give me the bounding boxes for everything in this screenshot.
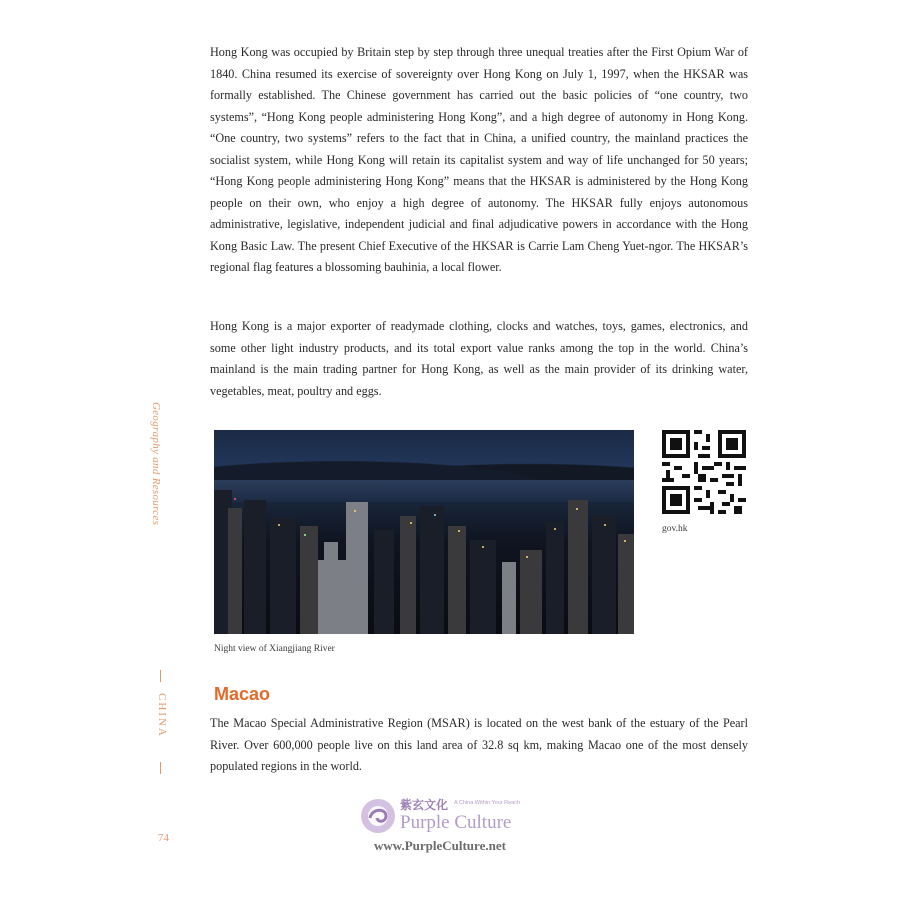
sidebar-divider <box>160 762 161 774</box>
night-view-photo <box>214 430 634 634</box>
sidebar-book-title: CHINA <box>156 693 168 738</box>
purple-culture-logo-icon <box>360 796 398 836</box>
sidebar-chapter-title: Geography and Resources <box>150 402 162 526</box>
body-paragraph-hong-kong-history: Hong Kong was occupied by Britain step by step through three unequal treaties after the First Opium War of 1840. China resumed its exercise of sovereignty over Hong Kong on July 1, 1997, when the HKSAR was formally established. The Chinese government has carried out the basic policies of “one country, two systems”, “Hong Kong people administering Hong Kong”, and a high degree of autonomy in Hong Kong. “One country, two systems” refers to the fact that in China, a unified country, the mainland practices the socialist system, while Hong Kong will retain its capitalist system and way of life unchanged for 50 years; “Hong Kong people administering Hong Kong” means that the HKSAR is administered by the Hong Kong people on their own, who enjoy a high degree of autonomy. The HKSAR fully enjoys autonomous administrative, legislative, independent judicial and final adjudicative powers in accordance with the Hong Kong Basic Law. The present Chief Executive of the HKSAR is Carrie Lam Cheng Yuet-ngor. The HKSAR’s regional flag features a blossoming bauhinia, a local flower. <box>210 45 748 274</box>
watermark-url: www.PurpleCulture.net <box>374 838 506 853</box>
watermark-brand: Purple Culture <box>400 812 512 833</box>
page-number: 74 <box>158 832 169 844</box>
photo-caption: Night view of Xiangjiang River <box>214 644 335 654</box>
qr-code-icon[interactable] <box>662 430 746 514</box>
sidebar-divider <box>160 670 161 682</box>
section-heading-macao: Macao <box>214 684 271 704</box>
body-paragraph-hong-kong-economy: Hong Kong is a major exporter of readymade clothing, clocks and watches, toys, games, electronics, and some other light industry products, and its total export value ranks among the top in the world. China’s mainland is the main trading partner for Hong Kong, as well as the main provider of its drinking water, vegetables, meat, poultry and eggs. <box>210 319 748 398</box>
qr-code-label: gov.hk <box>662 524 688 534</box>
body-paragraph-macao: The Macao Special Administrative Region (MSAR) is located on the west bank of the estuary of the Pearl River. Over 600,000 people live on this land area of 32.8 sq km, making Macao one of the most densely populated regions in the world. <box>210 716 748 773</box>
watermark-chinese-name: 紫玄文化 <box>400 798 449 812</box>
watermark-tagline: A China Within Your Reach <box>454 800 521 806</box>
watermark <box>360 796 560 860</box>
